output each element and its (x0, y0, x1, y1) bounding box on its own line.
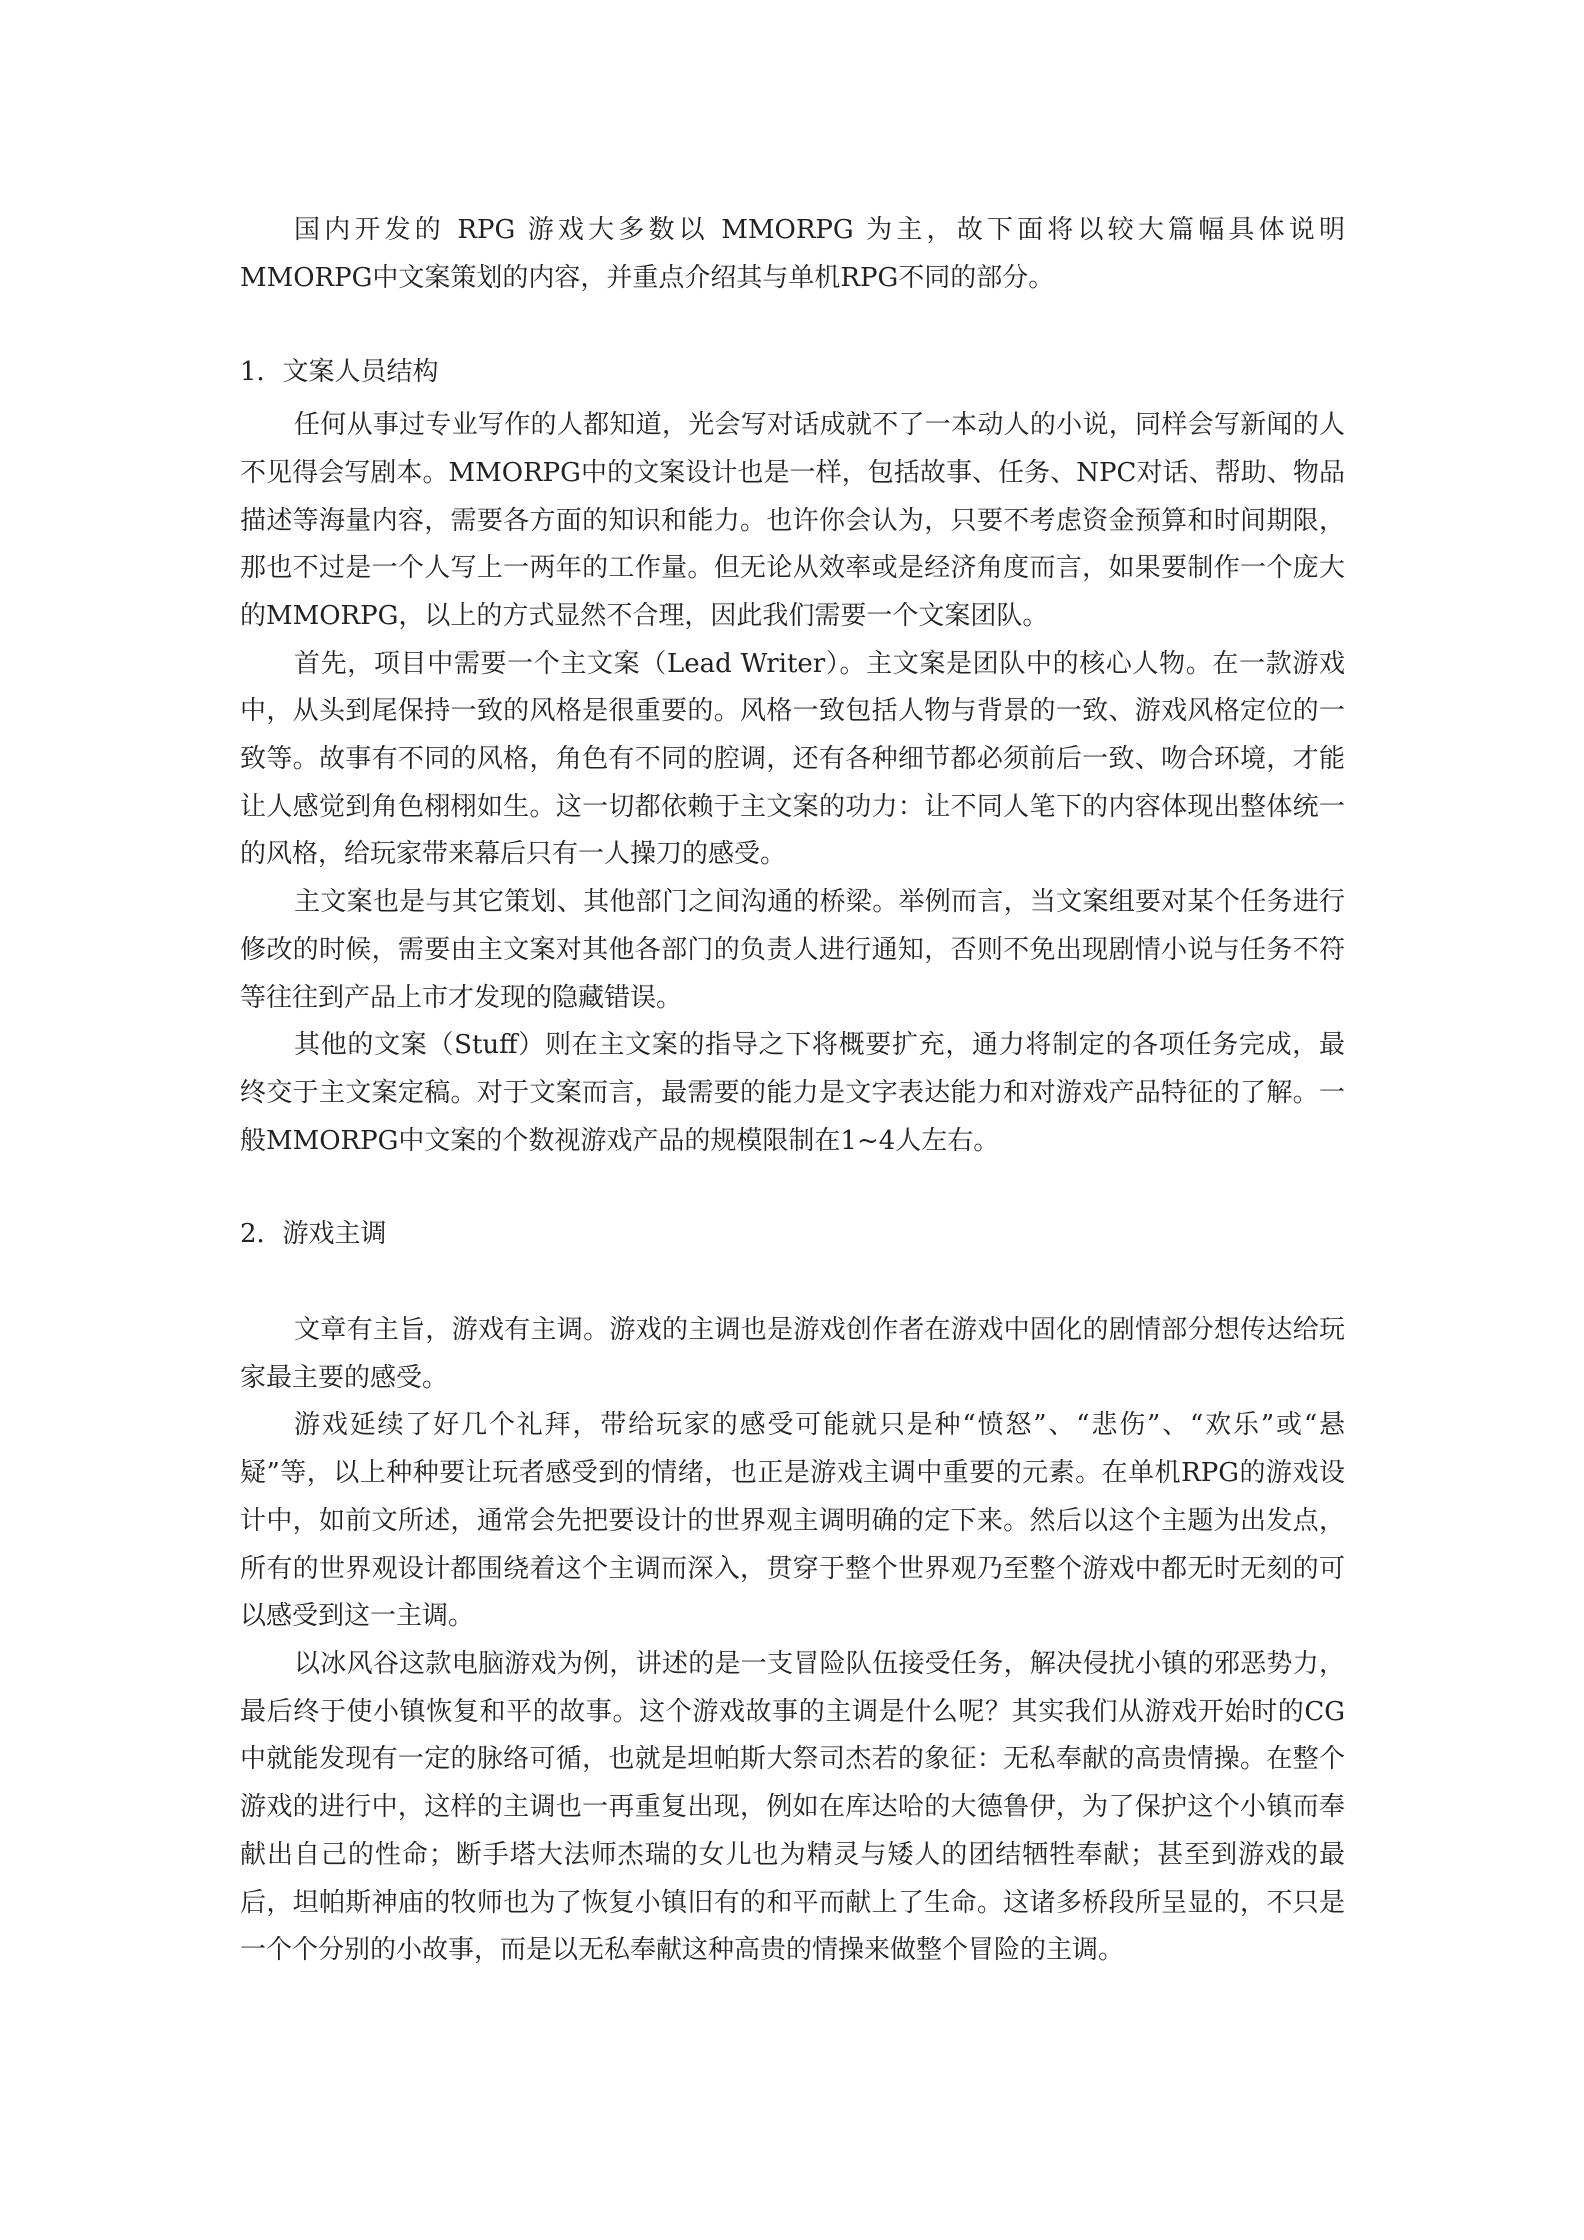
paragraph: 其他的文案（Stuff）则在主文案的指导之下将概要扩充，通力将制定的各项任务完成，最终交于主文案定稿。对于文案而言，最需要的能力是文字表达能力和对游戏产品特征的了解。一般MMORPG中文案的个数视游戏产品的规模限制在1~4人左右。 (240, 1030, 1345, 1156)
document-body (240, 207, 1345, 1975)
paragraph: 首先，项目中需要一个主文案（Lead Writer）。主文案是团队中的核心人物。在一款游戏中，从头到尾保持一致的风格是很重要的。风格一致包括人物与背景的一致、游戏风格定位的一致等。故事有不同的风格，角色有不同的腔调，还有各种细节都必须前后一致、吻合环境，才能让人感觉到角色栩栩如生。这一切都依赖于主文案的功力：让不同人笔下的内容体现出整体统一的风格，给玩家带来幕后只有一人操刀的感受。 (240, 648, 1345, 870)
section-heading-game-tone: 2．游戏主调 (240, 1219, 387, 1250)
paragraph: 文章有主旨，游戏有主调。游戏的主调也是游戏创作者在游戏中固化的剧情部分想传达给玩家最主要的感受。 (240, 1315, 1345, 1393)
paragraph: 任何从事过专业写作的人都知道，光会写对话成就不了一本动人的小说，同样会写新闻的人不见得会写剧本。MMORPG中的文案设计也是一样，包括故事、任务、NPC对话、帮助、物品描述等海量内容，需要各方面的知识和能力。也许你会认为，只要不考虑资金预算和时间期限，那也不过是一个人写上一两年的工作量。但无论从效率或是经济角度而言，如果要制作一个庞大的MMORPG，以上的方式显然不合理，因此我们需要一个文案团队。 (240, 410, 1345, 631)
paragraph: 游戏延续了好几个礼拜，带给玩家的感受可能就只是种“愤怒”、“悲伤”、“欢乐”或“悬疑”等，以上种种要让玩者感受到的情绪，也正是游戏主调中重要的元素。在单机RPG的游戏设计中，如前文所述，通常会先把要设计的世界观主调明确的定下来。然后以这个主题为出发点，所有的世界观设计都围绕着这个主调而深入，贯穿于整个世界观乃至整个游戏中都无时无刻的可以感受到这一主调。 (240, 1410, 1345, 1632)
paragraph: 以冰风谷这款电脑游戏为例，讲述的是一支冒险队伍接受任务，解决侵扰小镇的邪恶势力，最后终于使小镇恢复和平的故事。这个游戏故事的主调是什么呢？其实我们从游戏开始时的CG中就能发现有一定的脉络可循，也就是坦帕斯大祭司杰若的象征：无私奉献的高贵情操。在整个游戏的进行中，这样的主调也一再重复出现，例如在库达哈的大德鲁伊，为了保护这个小镇而奉献出自己的性命；断手塔大法师杰瑞的女儿也为精灵与矮人的团结牺牲奉献；甚至到游戏的最后，坦帕斯神庙的牧师也为了恢复小镇旧有的和平而献上了生命。这诸多桥段所呈显的，不只是一个个分别的小故事，而是以无私奉献这种高贵的情操来做整个冒险的主调。 (240, 1648, 1345, 1966)
section-heading-personnel-structure: 1．文案人员结构 (240, 357, 439, 388)
intro-paragraph: 国内开发的 RPG 游戏大多数以 MMORPG 为主，故下面将以较大篇幅具体说明MMORPG中文案策划的内容，并重点介绍其与单机RPG不同的部分。 (240, 215, 1345, 293)
paragraph: 主文案也是与其它策划、其他部门之间沟通的桥梁。举例而言，当文案组要对某个任务进行修改的时候，需要由主文案对其他各部门的负责人进行通知，否则不免出现剧情小说与任务不符等往往到产品上市才发现的隐藏错误。 (240, 887, 1345, 1013)
